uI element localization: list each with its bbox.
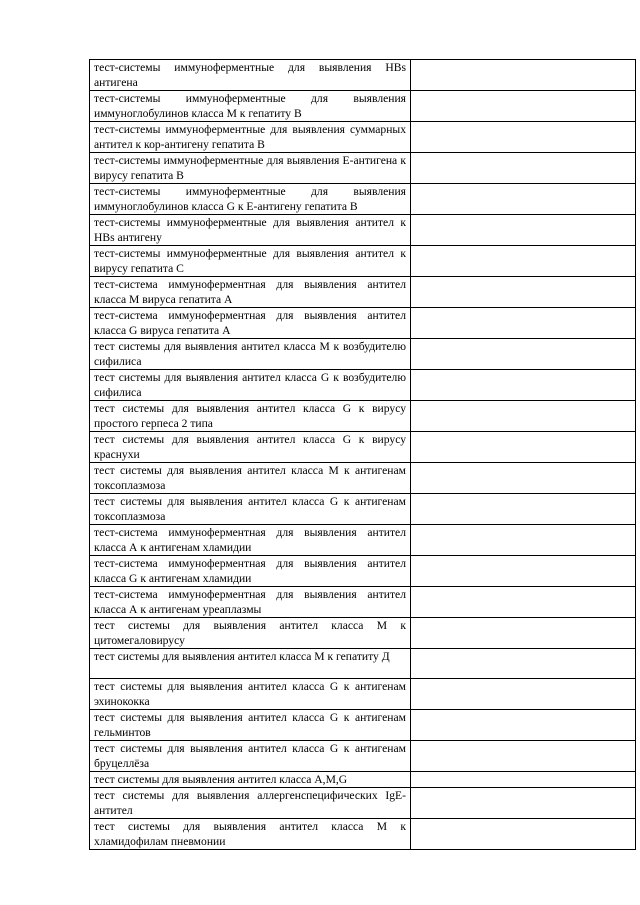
reagent-name-cell: тест системы для выявления антител класса А,М,G <box>90 772 411 788</box>
reagent-name-cell: тест системы для выявления антител класса М к гепатиту Д <box>90 649 411 679</box>
table-row <box>90 463 636 494</box>
reagent-name-cell: тест системы для выявления антител класса М к возбудителю сифилиса <box>90 339 411 370</box>
table-row <box>90 60 636 91</box>
empty-value-cell <box>411 618 636 649</box>
empty-value-cell <box>411 788 636 819</box>
reagent-name-cell: тест-система иммуноферментная для выявления антител класса G к антигенам хламидии <box>90 556 411 587</box>
reagent-name-cell: тест-системы иммуноферментные для выявления иммуноглобулинов класса G к Е-антигену гепатита В <box>90 184 411 215</box>
empty-value-cell <box>411 556 636 587</box>
table-row <box>90 401 636 432</box>
reagent-name-cell: тест-системы иммуноферментные для выявления HBs антигена <box>90 60 411 91</box>
empty-value-cell <box>411 587 636 618</box>
table-row <box>90 649 636 679</box>
empty-value-cell <box>411 819 636 850</box>
reagent-name-cell: тест-системы иммуноферментные для выявления Е-антигена к вирусу гепатита В <box>90 153 411 184</box>
table-row <box>90 122 636 153</box>
table-row <box>90 370 636 401</box>
table-row <box>90 525 636 556</box>
empty-value-cell <box>411 339 636 370</box>
table-row <box>90 679 636 710</box>
table-row <box>90 788 636 819</box>
reagent-name-cell: тест системы для выявления антител класса G к вирусу краснухи <box>90 432 411 463</box>
table-row <box>90 432 636 463</box>
empty-value-cell <box>411 308 636 339</box>
table-row <box>90 277 636 308</box>
reagent-name-cell: тест-системы иммуноферментные для выявления суммарных антител к кор-антигену гепатита В <box>90 122 411 153</box>
table-row <box>90 494 636 525</box>
reagent-name-cell: тест системы для выявления антител класса G к антигенам бруцеллёза <box>90 741 411 772</box>
reagent-name-cell: тест системы для выявления антител класса М к цитомегаловирусу <box>90 618 411 649</box>
empty-value-cell <box>411 710 636 741</box>
reagent-name-cell: тест-системы иммуноферментные для выявления иммуноглобулинов класса М к гепатиту В <box>90 91 411 122</box>
reagent-name-cell: тест системы для выявления аллергенспецифических IgE-антител <box>90 788 411 819</box>
table-row <box>90 339 636 370</box>
empty-value-cell <box>411 525 636 556</box>
empty-value-cell <box>411 184 636 215</box>
empty-value-cell <box>411 463 636 494</box>
reagent-name-cell: тест системы для выявления антител класса G к вирусу простого герпеса 2 типа <box>90 401 411 432</box>
reagent-name-cell: тест системы для выявления антител класса G к возбудителю сифилиса <box>90 370 411 401</box>
table-row <box>90 618 636 649</box>
empty-value-cell <box>411 401 636 432</box>
table-row <box>90 153 636 184</box>
reagent-name-cell: тест системы для выявления антител класса G к антигенам гельминтов <box>90 710 411 741</box>
reagent-name-cell: тест-система иммуноферментная для выявления антител класса G вируса гепатита А <box>90 308 411 339</box>
table-row <box>90 308 636 339</box>
table-row <box>90 246 636 277</box>
table-row <box>90 215 636 246</box>
empty-value-cell <box>411 679 636 710</box>
empty-value-cell <box>411 122 636 153</box>
reagents-table-body <box>90 60 636 850</box>
empty-value-cell <box>411 494 636 525</box>
empty-value-cell <box>411 277 636 308</box>
reagent-name-cell: тест системы для выявления антител класса G к антигенам эхинококка <box>90 679 411 710</box>
empty-value-cell <box>411 215 636 246</box>
table-row <box>90 741 636 772</box>
empty-value-cell <box>411 432 636 463</box>
reagent-name-cell: тест системы для выявления антител класса G к антигенам токсоплазмоза <box>90 494 411 525</box>
empty-value-cell <box>411 649 636 679</box>
reagents-table <box>89 59 636 850</box>
reagent-name-cell: тест-системы иммуноферментные для выявления антител к вирусу гепатита С <box>90 246 411 277</box>
table-row <box>90 587 636 618</box>
table-row <box>90 710 636 741</box>
empty-value-cell <box>411 246 636 277</box>
empty-value-cell <box>411 60 636 91</box>
table-row <box>90 556 636 587</box>
reagent-name-cell: тест-системы иммуноферментные для выявления антител к HBs антигену <box>90 215 411 246</box>
empty-value-cell <box>411 153 636 184</box>
reagent-name-cell: тест системы для выявления антител класса М к антигенам токсоплазмоза <box>90 463 411 494</box>
table-row <box>90 91 636 122</box>
empty-value-cell <box>411 741 636 772</box>
table-row <box>90 772 636 788</box>
reagent-name-cell: тест-система иммуноферментная для выявления антител класса А к антигенам хламидии <box>90 525 411 556</box>
table-row <box>90 819 636 850</box>
empty-value-cell <box>411 91 636 122</box>
reagent-name-cell: тест системы для выявления антител класса М к хламидофилам пневмонии <box>90 819 411 850</box>
reagent-name-cell: тест-система иммуноферментная для выявления антител класса М вируса гепатита А <box>90 277 411 308</box>
empty-value-cell <box>411 370 636 401</box>
empty-value-cell <box>411 772 636 788</box>
reagent-name-cell: тест-система иммуноферментная для выявления антител класса А к антигенам уреаплазмы <box>90 587 411 618</box>
table-row <box>90 184 636 215</box>
